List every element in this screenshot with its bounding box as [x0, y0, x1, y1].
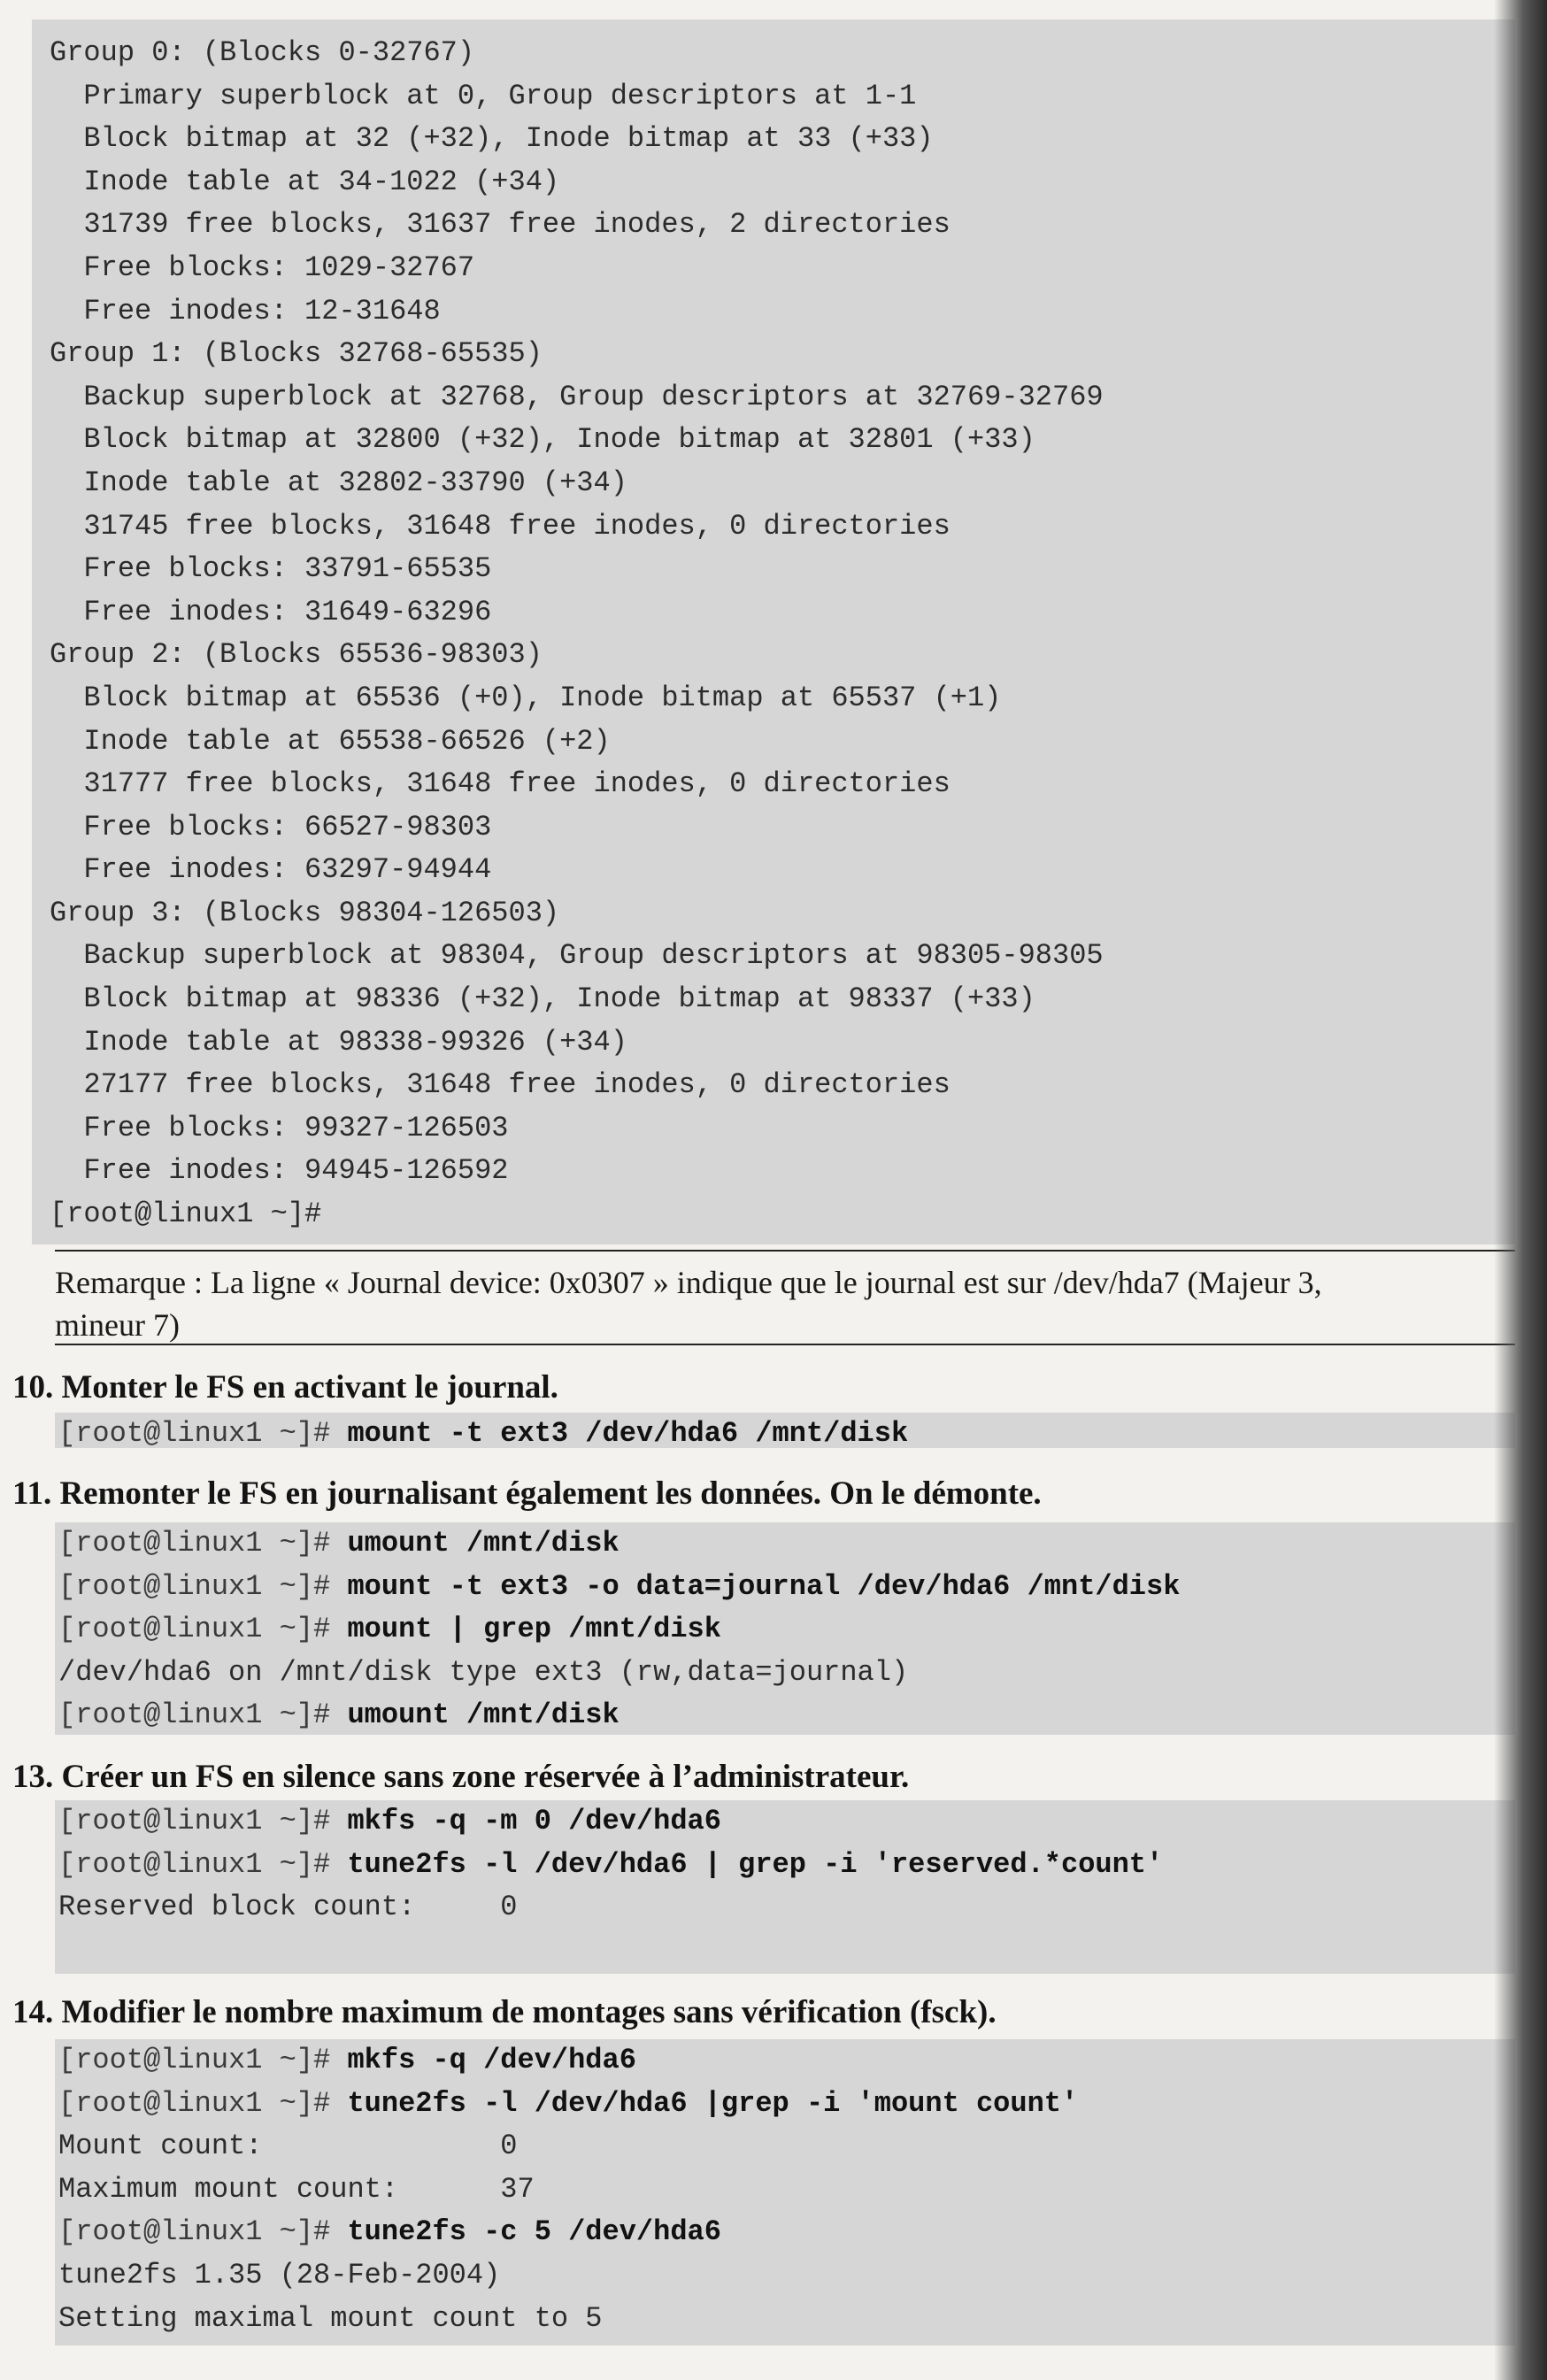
- command-line: [58, 2039, 1515, 2083]
- command-text: umount /mnt/disk: [347, 1698, 620, 1732]
- command-text: mount -t ext3 /dev/hda6 /mnt/disk: [347, 1417, 909, 1450]
- heading-step-13: 13. Créer un FS en silence sans zone réservée à l’administrateur.: [12, 1759, 910, 1795]
- command-text: tune2fs -l /dev/hda6 |grep -i 'mount count': [347, 2086, 1079, 2120]
- output-line: tune2fs 1.35 (28-Feb-2004): [58, 2258, 501, 2291]
- output-line: Reserved block count: 0: [58, 1891, 518, 1924]
- command-line: [58, 1844, 1515, 1887]
- command-line: [58, 2211, 1515, 2254]
- code-block-step-10: [55, 1413, 1515, 1448]
- dump-line: Free blocks: 33791-65535: [50, 552, 492, 586]
- dump-line: Block bitmap at 65536 (+0), Inode bitmap at 65537 (+1): [50, 681, 1002, 714]
- command-text: mkfs -q -m 0 /dev/hda6: [347, 1805, 721, 1837]
- command-text: tune2fs -l /dev/hda6 | grep -i 'reserved.*count': [347, 1847, 1164, 1881]
- shell-prompt: [root@linux1 ~]#: [58, 1805, 348, 1837]
- dump-line: Primary superblock at 0, Group descriptors at 1-1: [50, 79, 917, 112]
- shell-prompt: [root@linux1 ~]#: [58, 2044, 348, 2076]
- dump-line: Group 3: (Blocks 98304-126503): [50, 896, 560, 929]
- remark-top-rule: [55, 1250, 1515, 1252]
- dump-line: Block bitmap at 98336 (+32), Inode bitmap at 98337 (+33): [50, 982, 1035, 1016]
- shell-prompt: [root@linux1 ~]#: [58, 1569, 348, 1603]
- page-binding-shadow: [1494, 0, 1547, 2380]
- dump-line: Free inodes: 12-31648: [50, 294, 441, 327]
- output-line: Mount count: 0: [58, 2130, 518, 2163]
- command-line: [58, 2083, 1515, 2126]
- command-line: [58, 1413, 1515, 1456]
- dump-line: Group 2: (Blocks 65536-98303): [50, 638, 543, 672]
- dump-line: Backup superblock at 98304, Group descriptors at 98305-98305: [50, 939, 1104, 973]
- shell-prompt: [root@linux1 ~]#: [58, 1847, 348, 1881]
- dump-line: 31745 free blocks, 31648 free inodes, 0 directories: [50, 509, 951, 543]
- command-text: tune2fs -c 5 /dev/hda6: [347, 2215, 721, 2249]
- dump-line: 31777 free blocks, 31648 free inodes, 0 directories: [50, 767, 951, 801]
- remark-line-2: mineur 7): [55, 1307, 180, 1343]
- command-text: mount -t ext3 -o data=journal /dev/hda6 /mnt/disk: [347, 1569, 1181, 1603]
- output-line: /dev/hda6 on /mnt/disk type ext3 (rw,data=journal): [58, 1655, 909, 1689]
- dump-line: 27177 free blocks, 31648 free inodes, 0 directories: [50, 1068, 951, 1102]
- dump-line: Free inodes: 94945-126592: [50, 1154, 509, 1188]
- dump-line: Block bitmap at 32800 (+32), Inode bitmap at 32801 (+33): [50, 423, 1035, 457]
- dump-line: Free blocks: 1029-32767: [50, 250, 475, 284]
- remark-line-1: Remarque : La ligne « Journal device: 0x0307 » indique que le journal est sur /dev/hda7 (Majeur 3,: [55, 1265, 1322, 1300]
- dump-line: Free inodes: 31649-63296: [50, 595, 492, 628]
- dump-line: Group 1: (Blocks 32768-65535): [50, 337, 543, 371]
- code-block-step-14: [55, 2039, 1515, 2345]
- code-block-step-13: [55, 1800, 1515, 1974]
- shell-prompt: [root@linux1 ~]#: [58, 2215, 348, 2249]
- command-line: [58, 1522, 1515, 1566]
- command-text: mount | grep /mnt/disk: [347, 1613, 721, 1646]
- dump-line: Inode table at 34-1022 (+34): [50, 165, 560, 198]
- shell-prompt: [root@linux1 ~]#: [58, 1698, 348, 1732]
- dump-line: Free inodes: 63297-94944: [50, 853, 492, 887]
- dump-line: Backup superblock at 32768, Group descriptors at 32769-32769: [50, 380, 1104, 413]
- command-line: [58, 1566, 1515, 1609]
- remark-bottom-rule: [55, 1344, 1515, 1345]
- command-text: mkfs -q /dev/hda6: [347, 2044, 636, 2076]
- shell-prompt: [root@linux1 ~]#: [58, 2086, 348, 2120]
- command-line: [58, 1800, 1515, 1844]
- dump-line: Inode table at 65538-66526 (+2): [50, 724, 611, 758]
- dump-line: Free blocks: 99327-126503: [50, 1111, 509, 1144]
- dump-line: Inode table at 32802-33790 (+34): [50, 466, 627, 499]
- output-line: Setting maximal mount count to 5: [58, 2301, 603, 2335]
- command-line: [58, 1608, 1515, 1652]
- remark-note: [55, 1261, 1489, 1346]
- shell-prompt: [root@linux1 ~]#: [58, 1613, 348, 1646]
- heading-step-11: 11. Remonter le FS en journalisant également les données. On le démonte.: [12, 1475, 1042, 1512]
- dump-line: 31739 free blocks, 31637 free inodes, 2 directories: [50, 208, 951, 242]
- shell-prompt: [root@linux1 ~]#: [58, 1527, 348, 1560]
- dump-line: [root@linux1 ~]#: [50, 1198, 322, 1231]
- heading-step-10: 10. Monter le FS en activant le journal.: [12, 1369, 558, 1406]
- command-line: [58, 1694, 1515, 1737]
- heading-step-14: 14. Modifier le nombre maximum de montages sans vérification (fsck).: [12, 1994, 997, 2030]
- command-text: umount /mnt/disk: [347, 1527, 620, 1560]
- dump-line: Block bitmap at 32 (+32), Inode bitmap at 33 (+33): [50, 122, 934, 156]
- dump-line: Free blocks: 66527-98303: [50, 810, 492, 843]
- dump-line: Inode table at 98338-99326 (+34): [50, 1025, 627, 1059]
- shell-prompt: [root@linux1 ~]#: [58, 1417, 348, 1450]
- dumpe2fs-output-block: [32, 19, 1515, 1244]
- dump-line: Group 0: (Blocks 0-32767): [50, 36, 475, 69]
- output-line: Maximum mount count: 37: [58, 2172, 535, 2206]
- code-block-step-11: [55, 1522, 1515, 1735]
